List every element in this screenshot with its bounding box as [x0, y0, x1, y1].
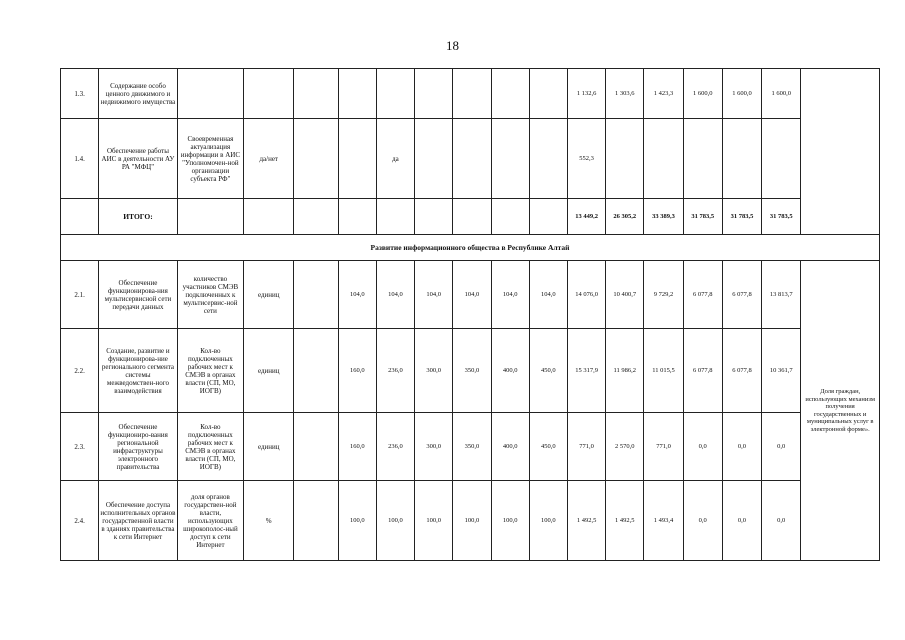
target-indicator-note: Доля граждан, использующих механизм получения государственных и муниципальных услуг в электронной форме».: [801, 261, 880, 561]
table-row: [61, 329, 880, 413]
indicator-name: Кол-во подключенных рабочих мест к СМЭВ в органах власти (СП, МО, ИОГВ): [177, 413, 243, 481]
finance-cell: 15 317,9: [567, 329, 605, 413]
indicator-value: 104,0: [415, 261, 453, 329]
indicator-value: 350,0: [453, 329, 491, 413]
total-value: 26 305,2: [606, 199, 644, 235]
finance-cell: 11 986,2: [606, 329, 644, 413]
finance-cell: 10 361,7: [762, 329, 801, 413]
total-value: 33 389,3: [644, 199, 683, 235]
activity-name: Обеспечение функционирова-ния мультисервисной сети передачи данных: [99, 261, 177, 329]
indicator-value: 400,0: [491, 329, 529, 413]
indicator-value: 100,0: [453, 481, 491, 561]
unit-cell: да/нет: [244, 119, 294, 199]
finance-cell: 0,0: [722, 413, 761, 481]
indicator-value: 100,0: [415, 481, 453, 561]
finance-cell: 6 077,8: [722, 329, 761, 413]
indicator-value: 450,0: [529, 329, 567, 413]
total-value: 31 783,5: [722, 199, 761, 235]
finance-cell: 14 076,0: [567, 261, 605, 329]
finance-cell: 1 132,6: [567, 69, 605, 119]
indicator-value: 104,0: [338, 261, 376, 329]
finance-cell: 0,0: [762, 413, 801, 481]
section-row: [61, 235, 880, 261]
unit-cell: единиц: [244, 413, 294, 481]
row-number: 2.1.: [61, 261, 99, 329]
page-number: 18: [446, 38, 459, 53]
finance-cell: 10 400,7: [606, 261, 644, 329]
indicator-value: 300,0: [415, 413, 453, 481]
indicator-name: доля органов государствен-ной власти, использующих широкополос-ный доступ к сети Интернет: [177, 481, 243, 561]
finance-cell: 0,0: [762, 481, 801, 561]
finance-cell: 13 813,7: [762, 261, 801, 329]
finance-cell: 0,0: [683, 413, 722, 481]
activity-name: Обеспечение функциониро-вания региональной инфраструктуры электронного правительства: [99, 413, 177, 481]
indicator-value: да: [376, 119, 414, 199]
indicator-name: Своевременная актуализация информации в АИС "Уполномочен-ной организации субъекта РФ": [177, 119, 243, 199]
total-value: 13 449,2: [567, 199, 605, 235]
indicator-value: 100,0: [529, 481, 567, 561]
indicator-value: 100,0: [338, 481, 376, 561]
finance-cell: 6 077,8: [722, 261, 761, 329]
finance-cell: 1 600,0: [722, 69, 761, 119]
finance-cell: 552,3: [567, 119, 605, 199]
indicator-value: 400,0: [491, 413, 529, 481]
indicator-value: 104,0: [453, 261, 491, 329]
indicator-value: 100,0: [376, 481, 414, 561]
finance-cell: 0,0: [722, 481, 761, 561]
indicator-value: 350,0: [453, 413, 491, 481]
finance-cell: 9 729,2: [644, 261, 683, 329]
indicator-value: 104,0: [491, 261, 529, 329]
indicator-name: количество участников СМЭВ подключенных к мультисервис-ной сети: [177, 261, 243, 329]
table-row: [61, 481, 880, 561]
indicator-value: 104,0: [376, 261, 414, 329]
indicator-value: 450,0: [529, 413, 567, 481]
table-row: [61, 69, 880, 119]
row-number: 1.3.: [61, 69, 99, 119]
activity-name: Создание, развитие и функционирова-ние регионального сегмента системы межведомствен-ного взаимодействия: [99, 329, 177, 413]
indicator-value: 236,0: [376, 413, 414, 481]
finance-cell: 6 077,8: [683, 261, 722, 329]
finance-cell: 1 423,3: [644, 69, 683, 119]
finance-cell: 1 600,0: [762, 69, 801, 119]
row-number: 1.4.: [61, 119, 99, 199]
finance-cell: 771,0: [567, 413, 605, 481]
indicator-value: 160,0: [338, 329, 376, 413]
row-number: 2.3.: [61, 413, 99, 481]
finance-cell: 1 492,5: [567, 481, 605, 561]
unit-cell: единиц: [244, 329, 294, 413]
finance-cell: 1 492,5: [606, 481, 644, 561]
total-row: [61, 199, 880, 235]
indicator-value: 236,0: [376, 329, 414, 413]
activity-name: Обеспечение работы АИС в деятельности АУ РА "МФЦ": [99, 119, 177, 199]
indicator-value: 104,0: [529, 261, 567, 329]
finance-cell: 2 570,0: [606, 413, 644, 481]
table-row: [61, 413, 880, 481]
indicator-value: 100,0: [491, 481, 529, 561]
table-row: [61, 119, 880, 199]
finance-cell: 1 493,4: [644, 481, 683, 561]
indicator-name: Кол-во подключенных рабочих мест к СМЭВ в органах власти (СП, МО, ИОГВ): [177, 329, 243, 413]
total-label: ИТОГО:: [99, 199, 177, 235]
program-table: [60, 68, 880, 561]
unit-cell: %: [244, 481, 294, 561]
table-row: [61, 261, 880, 329]
finance-cell: 0,0: [683, 481, 722, 561]
finance-cell: 6 077,8: [683, 329, 722, 413]
indicator-value: 300,0: [415, 329, 453, 413]
empty-note-cell: [801, 69, 880, 235]
row-number: 2.4.: [61, 481, 99, 561]
finance-cell: 771,0: [644, 413, 683, 481]
activity-name: Содержание особо ценного движимого и недвижимого имущества: [99, 69, 177, 119]
finance-cell: 1 303,6: [606, 69, 644, 119]
unit-cell: единиц: [244, 261, 294, 329]
activity-name: Обеспечение доступа исполнительных органов государственной власти в зданиях правительства к сети Интернет: [99, 481, 177, 561]
total-value: 31 783,5: [762, 199, 801, 235]
finance-cell: 11 015,5: [644, 329, 683, 413]
row-number: 2.2.: [61, 329, 99, 413]
section-title: Развитие информационного общества в Республике Алтай: [61, 235, 880, 261]
finance-cell: 1 600,0: [683, 69, 722, 119]
total-value: 31 783,5: [683, 199, 722, 235]
indicator-value: 160,0: [338, 413, 376, 481]
